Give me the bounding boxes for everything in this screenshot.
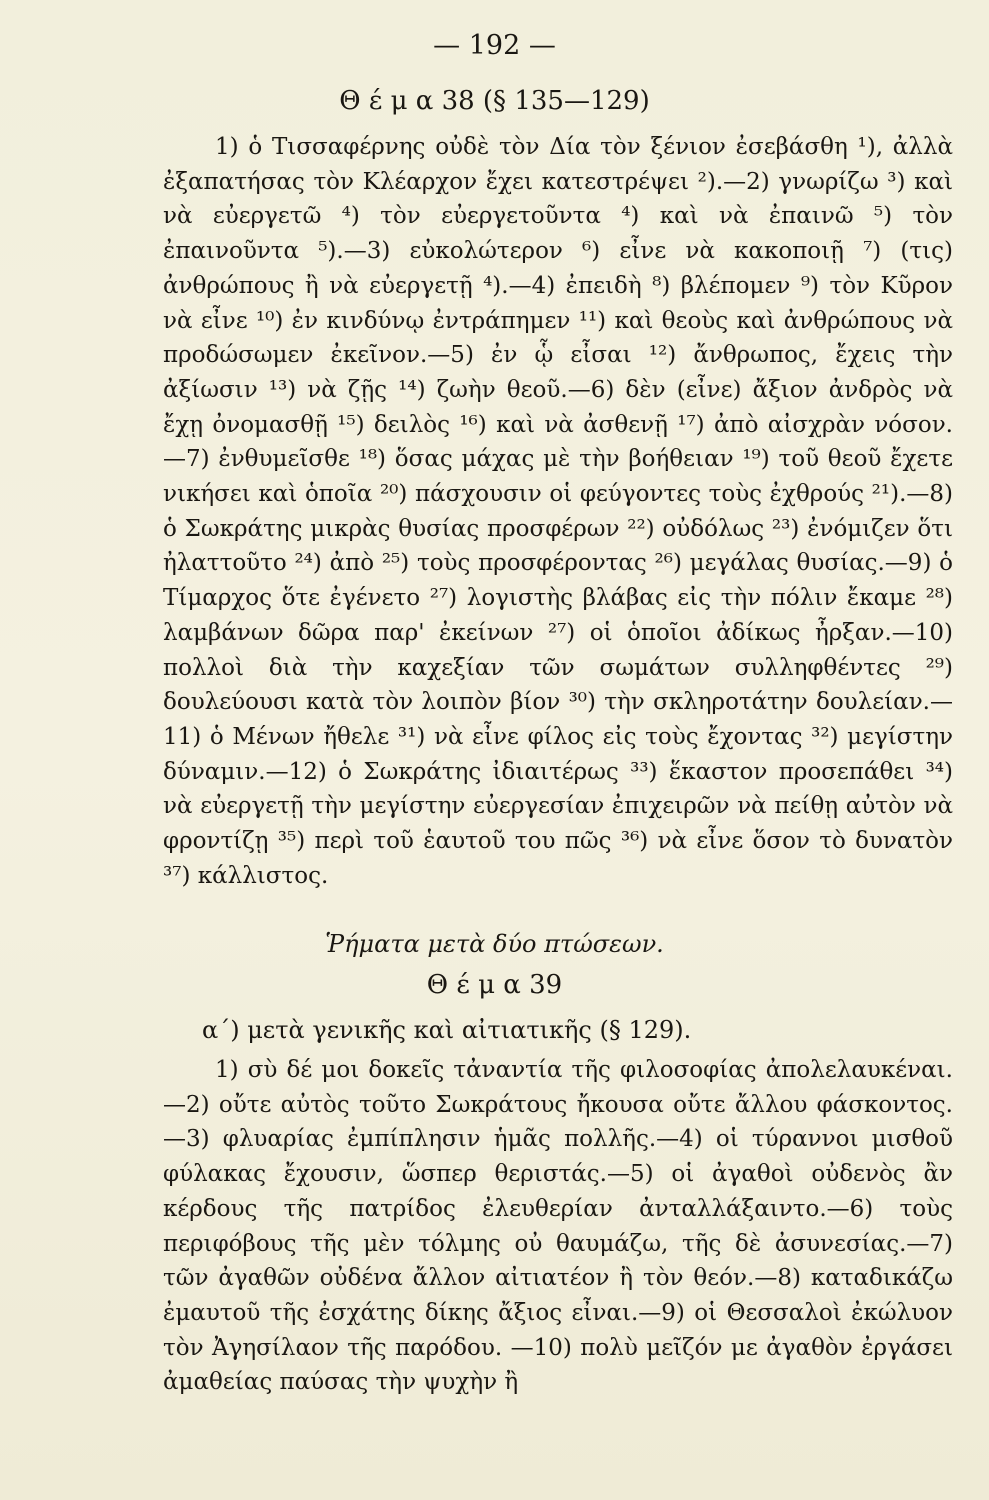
section-a-label: α΄) μετὰ γενικῆς καὶ αἰτιατικῆς (§ 129).: [202, 1016, 692, 1044]
theme-38-text: [163, 130, 953, 893]
theme-39-text: [163, 1053, 953, 1400]
theme-39-heading: Θ έ μ α 39: [426, 970, 563, 1000]
theme-39-paragraph: 1) σὺ δέ μοι δοκεῖς τἀναντία τῆς φιλοσοφίας ἀπολελαυκέναι.—2) οὔτε αὐτὸς τοῦτο Σωκράτους ἤκουσα οὔτε ἄλλου φάσκοντος.—3) φλυαρίας ἐμπίπλησιν ἡμᾶς πολλῆς.—4) οἱ τύραννοι μισθοῦ φύλακας ἔχουσιν, ὥσπερ θεριστάς.—5) οἱ ἀγαθοὶ οὐδενὸς ἂν κέρδους τῆς πατρίδος ἐλευθερίαν ἀνταλλάξαιντο.—6) τοὺς περιφόβους τῆς μὲν τόλμης οὐ θαυμάζω, τῆς δὲ ἀσυνεσίας.—7) τῶν ἀγαθῶν οὐδένα ἄλλον αἰτιατέον ἢ τὸν θεόν.—8) καταδικάζω ἐμαυτοῦ τῆς ἐσχάτης δίκης ἄξιος εἶναι.—9) οἱ Θεσσαλοὶ ἐκώλυον τὸν Ἀγησίλαον τῆς παρόδου. —10) πολὺ μεῖζόν με ἀγαθὸν ἐργάσει ἀμαθείας παύσας τὴν ψυχὴν ἢ: [163, 1057, 953, 1396]
theme-38-heading: Θ έ μ α 38 (§ 135—129): [339, 86, 650, 116]
verbs-two-cases-subheading: Ῥήματα μετὰ δύο πτώσεων.: [325, 930, 664, 958]
page-number: — 192 —: [433, 30, 556, 61]
theme-38-paragraph: 1) ὁ Τισσαφέρνης οὐδὲ τὸν Δία τὸν ξένιον ἐσεβάσθη ¹), ἀλλὰ ἐξαπατήσας τὸν Κλέαρχον ἔχει κατεστρέψει ²).—2) γνωρίζω ³) καὶ νὰ εὐεργετῶ ⁴) τὸν εὐεργετοῦντα ⁴) καὶ νὰ ἐπαινῶ ⁵) τὸν ἐπαινοῦντα ⁵).—3) εὐκολώτερον ⁶) εἶνε νὰ κακοποιῇ ⁷) (τις) ἀνθρώπους ἢ νὰ εὐεργετῇ ⁴).—4) ἐπειδὴ ⁸) βλέπομεν ⁹) τὸν Κῦρον νὰ εἶνε ¹⁰) ἐν κινδύνῳ ἐντράπημεν ¹¹) καὶ θεοὺς καὶ ἀνθρώπους νὰ προδώσωμεν ἐκεῖνον.—5) ἐν ᾧ εἶσαι ¹²) ἄνθρωπος, ἔχεις τὴν ἀξίωσιν ¹³) νὰ ζῇς ¹⁴) ζωὴν θεοῦ.—6) δὲν (εἶνε) ἄξιον ἀνδρὸς νὰ ἔχῃ ὀνομασθῇ ¹⁵) δειλὸς ¹⁶) καὶ νὰ ἀσθενῇ ¹⁷) ἀπὸ αἰσχρὰν νόσον. —7) ἐνθυμεῖσθε ¹⁸) ὅσας μάχας μὲ τὴν βοήθειαν ¹⁹) τοῦ θεοῦ ἔχετε νικήσει καὶ ὁποῖα ²⁰) πάσχουσιν οἱ φεύγοντες τοὺς ἐχθρούς ²¹).—8) ὁ Σωκράτης μικρὰς θυσίας προσφέρων ²²) οὐδόλως ²³) ἐνόμιζεν ὅτι ἠλαττοῦτο ²⁴) ἀπὸ ²⁵) τοὺς προσφέροντας ²⁶) μεγάλας θυσίας.—9) ὁ Τίμαρχος ὅτε ἐγένετο ²⁷) λογιστὴς βλάβας εἰς τὴν πόλιν ἔκαμε ²⁸) λαμβάνων δῶρα παρ' ἐκείνων ²⁷) οἱ ὁποῖοι ἀδίκως ἦρξαν.—10) πολλοὶ διὰ τὴν καχεξίαν τῶν σωμάτων συλληφθέντες ²⁹) δουλεύουσι κατὰ τὸν λοιπὸν βίον ³⁰) τὴν σκληροτάτην δουλείαν.—11) ὁ Μένων ἤθελε ³¹) νὰ εἶνε φίλος εἰς τοὺς ἔχοντας ³²) μεγίστην δύναμιν.—12) ὁ Σωκράτης ἰδιαιτέρως ³³) ἕκαστον προσεπάθει ³⁴) νὰ εὐεργετῇ τὴν μεγίστην εὐεργεσίαν ἐπιχειρῶν νὰ πείθῃ αὐτὸν νὰ φροντίζῃ ³⁵) περὶ τοῦ ἑαυτοῦ του πῶς ³⁶) νὰ εἶνε ὅσον τὸ δυνατὸν ³⁷) κάλλιστος.: [163, 134, 953, 889]
